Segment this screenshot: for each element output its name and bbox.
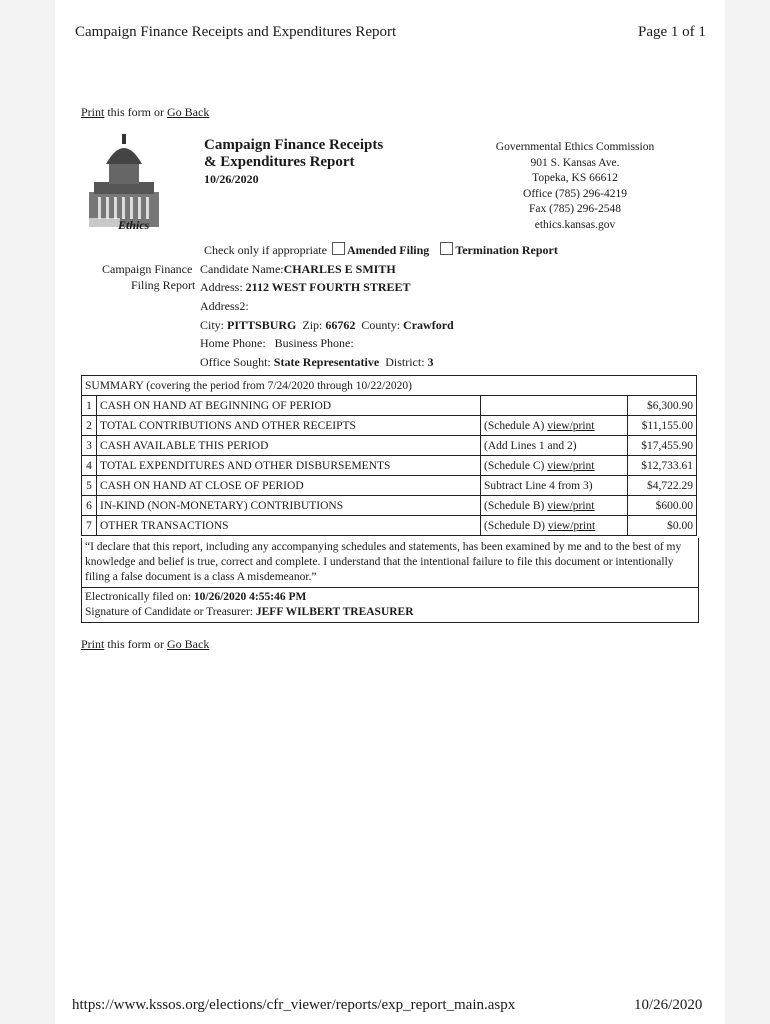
commission-website: ethics.kansas.gov bbox=[534, 218, 616, 231]
summary-row-amount: $12,733.61 bbox=[628, 456, 697, 476]
zip-value: 66762 bbox=[325, 318, 356, 332]
summary-row bbox=[82, 496, 697, 516]
summary-row-label: CASH ON HAND AT CLOSE OF PERIOD bbox=[97, 476, 481, 496]
address-label: Address: bbox=[200, 280, 243, 294]
top-links bbox=[81, 105, 209, 120]
summary-row-amount: $0.00 bbox=[628, 516, 697, 536]
summary-row-number: 2 bbox=[82, 416, 97, 436]
summary-row-label: OTHER TRANSACTIONS bbox=[97, 516, 481, 536]
summary-row-schedule bbox=[481, 496, 628, 516]
signature-row bbox=[85, 605, 695, 620]
address2-label: Address2: bbox=[200, 299, 249, 313]
page-number: Page 1 of 1 bbox=[638, 24, 706, 40]
summary-row-label: CASH AVAILABLE THIS PERIOD bbox=[97, 436, 481, 456]
schedule-text: Subtract Line 4 from 3) bbox=[484, 479, 593, 492]
capitol-building-logo-icon bbox=[84, 132, 164, 232]
link-separator: this form or bbox=[104, 105, 168, 119]
side-label-filing-report: Filing Report bbox=[131, 278, 196, 292]
filed-label: Electronically filed on: bbox=[85, 591, 192, 603]
summary-heading-row bbox=[82, 376, 697, 396]
filed-box bbox=[81, 587, 699, 623]
candidate-row bbox=[200, 262, 396, 277]
filed-row bbox=[85, 590, 695, 605]
declaration-box bbox=[81, 538, 699, 588]
summary-row-amount: $4,722.29 bbox=[628, 476, 697, 496]
summary-row-schedule bbox=[481, 456, 628, 476]
office-label: Office Sought: bbox=[200, 355, 271, 369]
phone-row bbox=[200, 336, 354, 351]
report-date: 10/26/2020 bbox=[204, 172, 259, 186]
office-row bbox=[200, 355, 434, 370]
summary-table bbox=[81, 375, 697, 536]
summary-row bbox=[82, 476, 697, 496]
go-back-link[interactable]: Go Back bbox=[167, 105, 210, 119]
summary-row-number: 6 bbox=[82, 496, 97, 516]
summary-row-amount: $11,155.00 bbox=[628, 416, 697, 436]
county-value: Crawford bbox=[403, 318, 454, 332]
side-label-campaign-finance: Campaign Finance bbox=[102, 262, 193, 276]
zip-label: Zip: bbox=[302, 318, 323, 332]
summary-row bbox=[82, 396, 697, 416]
schedule-text: (Schedule B) bbox=[484, 499, 548, 512]
summary-row-number: 3 bbox=[82, 436, 97, 456]
summary-row-schedule bbox=[481, 516, 628, 536]
summary-row bbox=[82, 456, 697, 476]
home-phone-label: Home Phone: bbox=[200, 336, 266, 350]
schedule-text: (Add Lines 1 and 2) bbox=[484, 439, 577, 452]
amended-filing-label: Amended Filing bbox=[346, 243, 430, 257]
declaration-text: “I declare that this report, including any accompanying schedules and statements, has been examined by me and to the best of my knowledge and belief is true, correct and complete. I understand that the intentional failure to file this document or intentionally filing a false document is a class A misdemeanor.” bbox=[85, 541, 682, 583]
business-phone-label: Business Phone: bbox=[274, 336, 354, 350]
city-row bbox=[200, 318, 454, 333]
amended-filing-checkbox[interactable] bbox=[332, 242, 345, 255]
page-header-title: Campaign Finance Receipts and Expenditures Report bbox=[75, 24, 397, 40]
district-label: District: bbox=[385, 355, 425, 369]
schedule-text: (Schedule C) bbox=[484, 459, 548, 472]
view-print-link[interactable]: view/print bbox=[547, 419, 595, 432]
summary-row-label: TOTAL EXPENDITURES AND OTHER DISBURSEMENTS bbox=[97, 456, 481, 476]
summary-row-label: CASH ON HAND AT BEGINNING OF PERIOD bbox=[97, 396, 481, 416]
summary-row-number: 1 bbox=[82, 396, 97, 416]
summary-heading: SUMMARY (covering the period from 7/24/2020 through 10/22/2020) bbox=[82, 376, 697, 396]
summary-row-number: 5 bbox=[82, 476, 97, 496]
summary-row bbox=[82, 416, 697, 436]
print-link-bottom[interactable]: Print bbox=[81, 637, 105, 651]
report-title-line1: Campaign Finance Receipts bbox=[204, 137, 384, 153]
view-print-link[interactable]: view/print bbox=[547, 499, 595, 512]
footer-date: 10/26/2020 bbox=[634, 997, 703, 1013]
summary-row-label: IN-KIND (NON-MONETARY) CONTRIBUTIONS bbox=[97, 496, 481, 516]
check-label: Check only if appropriate bbox=[204, 243, 327, 257]
summary-row-number: 4 bbox=[82, 456, 97, 476]
commission-block bbox=[470, 140, 680, 233]
county-label: County: bbox=[361, 318, 401, 332]
view-print-link[interactable]: view/print bbox=[547, 519, 596, 532]
commission-name: Governmental Ethics Commission bbox=[495, 141, 655, 153]
summary-row-label: TOTAL CONTRIBUTIONS AND OTHER RECEIPTS bbox=[97, 416, 481, 436]
office-value: State Representative bbox=[273, 355, 380, 369]
address-value: 2112 WEST FOURTH STREET bbox=[245, 280, 411, 294]
summary-row bbox=[82, 436, 697, 456]
address-row bbox=[200, 280, 411, 295]
summary-row-amount: $17,455.90 bbox=[628, 436, 697, 456]
footer-url: https://www.kssos.org/elections/cfr_viewer/reports/exp_report_main.aspx bbox=[72, 997, 516, 1013]
summary-row bbox=[82, 516, 697, 536]
summary-row-schedule bbox=[481, 436, 628, 456]
filed-value: 10/26/2020 4:55:46 PM bbox=[193, 591, 307, 603]
signature-label: Signature of Candidate or Treasurer: bbox=[85, 606, 253, 618]
bottom-links bbox=[81, 637, 209, 652]
print-link[interactable]: Print bbox=[81, 105, 105, 119]
summary-row-schedule bbox=[481, 396, 628, 416]
summary-row-schedule bbox=[481, 476, 628, 496]
summary-row-schedule bbox=[481, 416, 628, 436]
view-print-link[interactable]: view/print bbox=[547, 459, 595, 472]
signature-value: JEFF WILBERT TREASURER bbox=[255, 606, 414, 618]
logo-text: Ethics bbox=[118, 218, 150, 232]
termination-report-checkbox[interactable] bbox=[440, 242, 453, 255]
candidate-name: CHARLES E SMITH bbox=[283, 262, 396, 276]
schedule-text: (Schedule A) bbox=[484, 419, 548, 432]
city-value: PITTSBURG bbox=[227, 318, 297, 332]
go-back-link-bottom[interactable]: Go Back bbox=[167, 637, 210, 651]
termination-report-label: Termination Report bbox=[455, 243, 558, 257]
commission-address: 901 S. Kansas Ave. bbox=[530, 156, 620, 169]
candidate-label: Candidate Name: bbox=[200, 262, 284, 276]
summary-row-amount: $600.00 bbox=[628, 496, 697, 516]
commission-city: Topeka, KS 66612 bbox=[532, 172, 618, 184]
summary-row-amount: $6,300.90 bbox=[628, 396, 697, 416]
commission-office-phone: Office (785) 296-4219 bbox=[523, 187, 627, 200]
district-value: 3 bbox=[427, 355, 434, 369]
city-label: City: bbox=[200, 318, 225, 332]
commission-fax: Fax (785) 296-2548 bbox=[529, 203, 621, 215]
report-title-line2: & Expenditures Report bbox=[204, 154, 355, 170]
filing-type-row bbox=[204, 242, 558, 258]
summary-row-number: 7 bbox=[82, 516, 97, 536]
link-separator-bottom: this form or bbox=[104, 637, 168, 651]
schedule-text: (Schedule D) bbox=[484, 519, 548, 532]
